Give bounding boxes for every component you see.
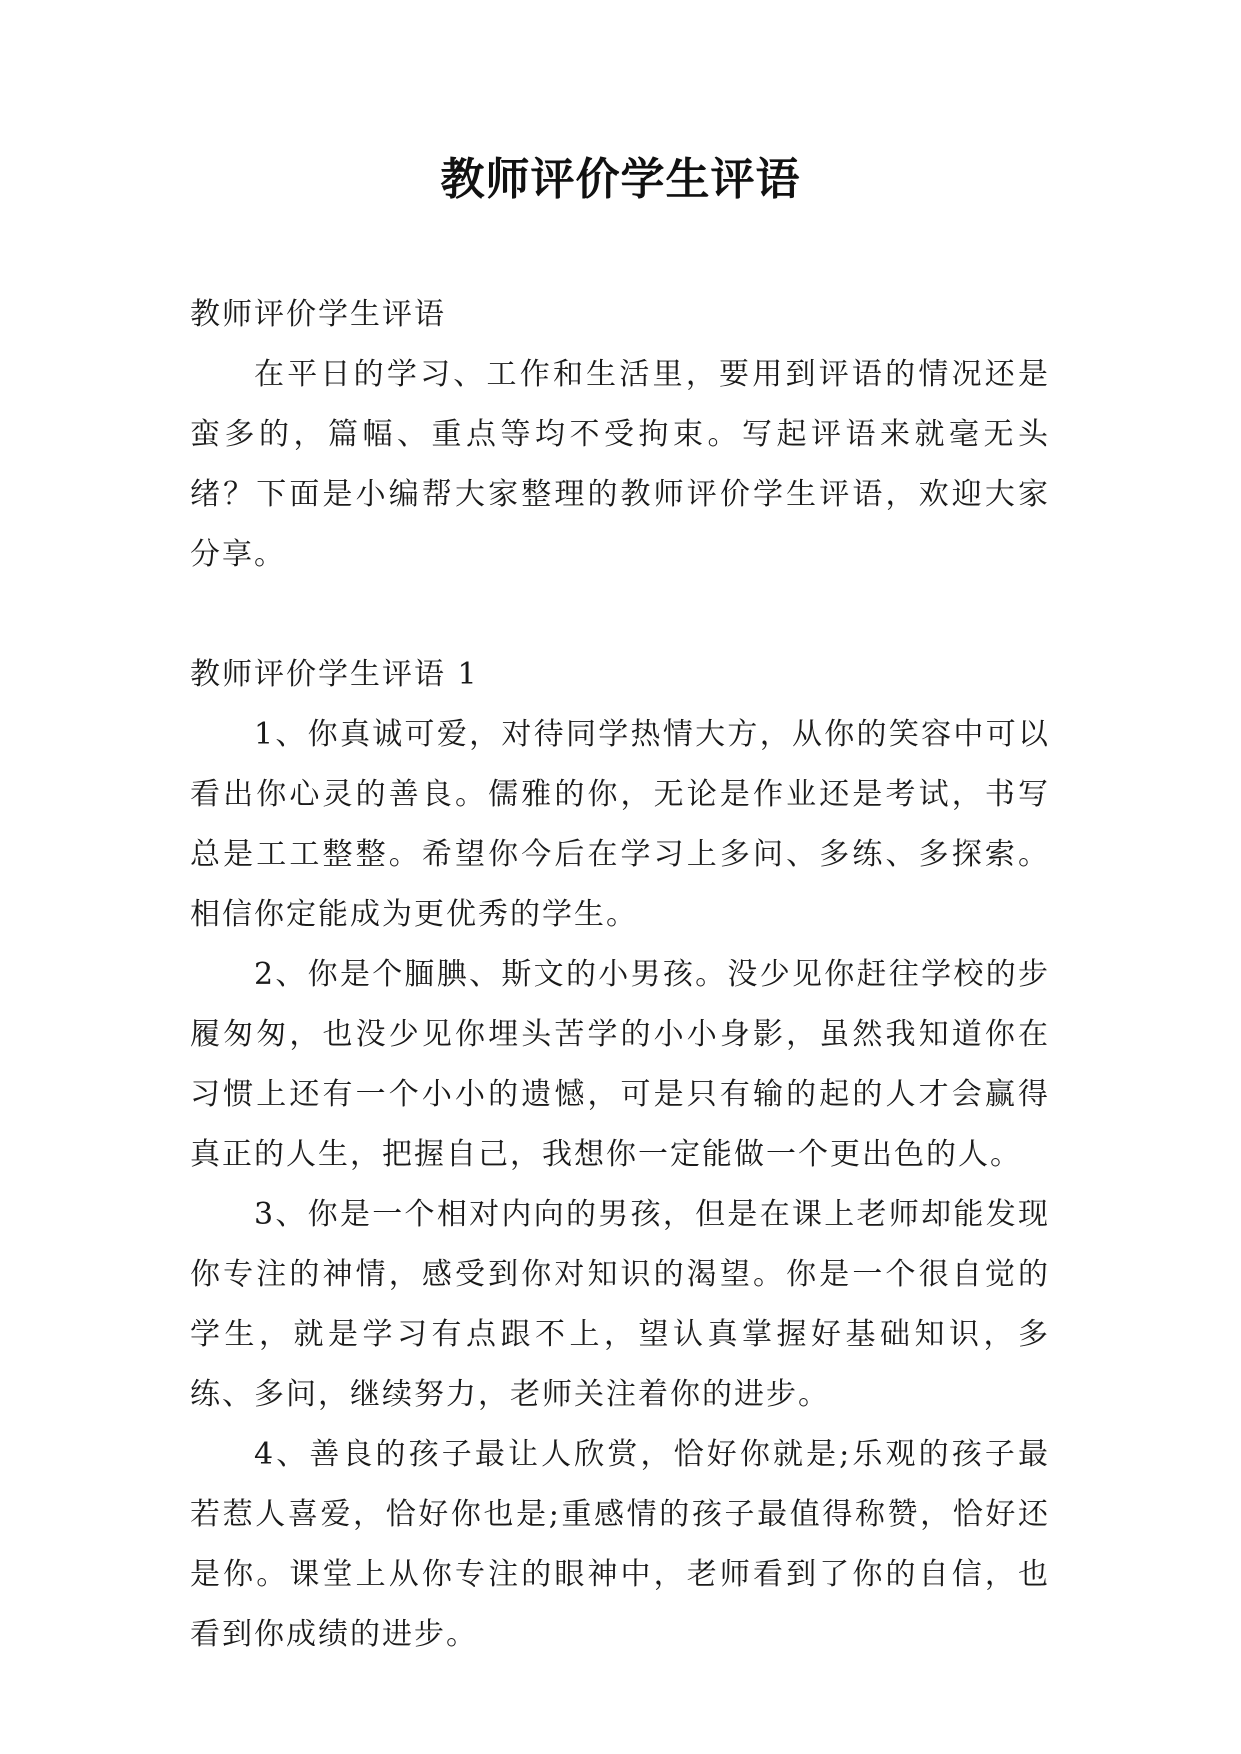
comment-item-2: 2、你是个腼腆、斯文的小男孩。没少见你赶往学校的步履匆匆，也没少见你埋头苦学的小小身影，虽然我知道你在习惯上还有一个小小的遗憾，可是只有输的起的人才会赢得真正的人生，把握自己，我想你一定能做一个更出色的人。 bbox=[190, 957, 1050, 1172]
comment-item-1: 1、你真诚可爱，对待同学热情大方，从你的笑容中可以看出你心灵的善良。儒雅的你，无论是作业还是考试，书写总是工工整整。希望你今后在学习上多问、多练、多探索。相信你定能成为更优秀的学生。 bbox=[190, 717, 1050, 932]
comment-item-3: 3、你是一个相对内向的男孩，但是在课上老师却能发现你专注的神情，感受到你对知识的渴望。你是一个很自觉的学生，就是学习有点跟不上，望认真掌握好基础知识，多练、多问，继续努力，老师关注着你的进步。 bbox=[190, 1197, 1050, 1412]
intro-heading: 教师评价学生评语 bbox=[190, 297, 446, 332]
comment-item-4: 4、善良的孩子最让人欣赏，恰好你就是;乐观的孩子最若惹人喜爱，恰好你也是;重感情的孩子最值得称赞，恰好还是你。课堂上从你专注的眼神中，老师看到了你的自信，也看到你成绩的进步。 bbox=[190, 1437, 1050, 1652]
intro-paragraph: 在平日的学习、工作和生活里，要用到评语的情况还是蛮多的，篇幅、重点等均不受拘束。写起评语来就毫无头绪？下面是小编帮大家整理的教师评价学生评语，欢迎大家分享。 bbox=[190, 357, 1050, 572]
document-body bbox=[190, 285, 1050, 1665]
section-heading: 教师评价学生评语 1 bbox=[190, 657, 479, 692]
document-title: 教师评价学生评语 bbox=[440, 154, 801, 205]
